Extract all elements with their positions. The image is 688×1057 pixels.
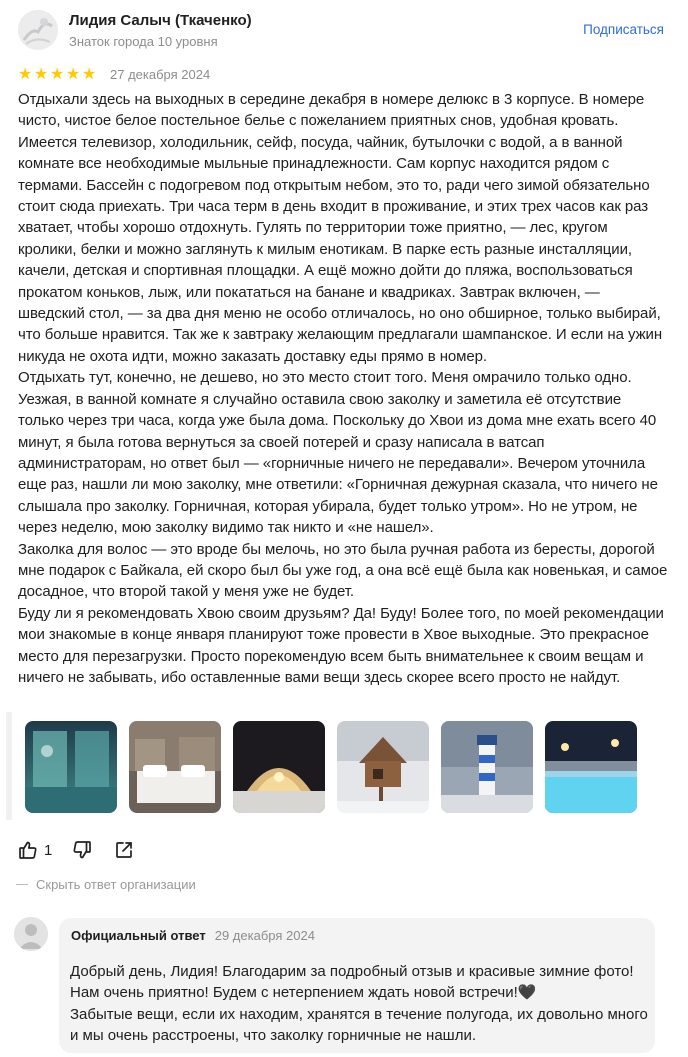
lighthouse-photo[interactable] xyxy=(441,721,533,813)
review-date: 27 декабря 2024 xyxy=(110,66,211,82)
author-level: Знаток города 10 уровня xyxy=(69,34,218,49)
like-count: 1 xyxy=(44,841,53,859)
photo-gallery xyxy=(25,721,637,813)
photo-strip-edge xyxy=(6,712,12,820)
author-name[interactable]: Лидия Салыч (Ткаченко) xyxy=(69,12,252,29)
star-icon: ★ xyxy=(50,65,65,83)
hide-org-answer-label: Скрыть ответ организации xyxy=(36,877,196,892)
share-icon xyxy=(114,840,134,860)
share-button[interactable] xyxy=(114,840,134,860)
wooden-house-photo[interactable] xyxy=(337,721,429,813)
pool-window-photo[interactable] xyxy=(25,721,117,813)
review-header xyxy=(18,10,678,54)
hotel-bedroom-photo[interactable] xyxy=(129,721,221,813)
star-icon: ★ xyxy=(82,65,97,83)
org-response-card xyxy=(59,918,655,1053)
star-icon: ★ xyxy=(66,65,81,83)
subscribe-button[interactable]: Подписаться xyxy=(583,22,664,37)
org-response-header xyxy=(71,928,315,943)
hide-org-answer-toggle[interactable] xyxy=(16,877,196,892)
thumbs-up-icon xyxy=(18,840,38,860)
star-rating xyxy=(18,67,97,82)
star-icon: ★ xyxy=(18,65,33,83)
review-actions xyxy=(18,839,134,861)
rating-row xyxy=(18,66,210,82)
like-button[interactable] xyxy=(18,840,52,860)
dash-icon xyxy=(16,884,28,885)
heated-pool-photo[interactable] xyxy=(545,721,637,813)
author-avatar[interactable] xyxy=(18,10,58,50)
review-text: Отдыхали здесь на выходных в середине декабря в номере делюкс в 3 корпусе. В номере чисто, чистое белое постельное белье с пожеланием приятных снов, удобная кровать. Имеется телевизор, холодильник, сейф, посуда, чайник, бутылочки с водой, а в ванной комнате все необходимые мыльные принадлежности. Сам корпус находится рядом с термами. Бассейн с подогревом под открытым небом, это то, ради чего зимой обязательно стоит сюда приехать. Три часа терм в день входит в проживание, и этих трех часов как раз хватает, чтобы хорошо отдохнуть. Гулять по территории тоже приятно, — лес, кругом кролики, белки и можно заглянуть к милым енотикам. В парке есть разные инсталляции, качели, детская и спортивная площадки. А ещё можно дойти до пляжа, воспользоваться прокатом коньков, лыж, или покататься на банане и квадриках. Завтрак включен, — шведский стол, — за два дня меню не особо отличалось, но оно обширное, только выбирай, что больше нравится. Так же к завтраку желающим предлагали шампанское. И если на ужин никуда не охота идти, можно заказать доставку еды прямо в номер. Отдыхать тут, конечно, не дешево, но это место стоит того. Меня омрачило только одно. Уезжая, в ванной комнате я случайно оставила свою заколку и заметила её отсутствие только через три часа, когда уже была дома. Поскольку до Хвои из дома мне ехать всего 40 минут, я была готова вернуться за своей потерей и сразу написала в ватсап администраторам, но ответ был — «горничные ничего не передавали». Вечером уточнила еще раз, нашли ли мою заколку, мне ответили: «Горничная дежурная сказала, что ничего не слышала про заколку. Горничная, которая убирала, будет только утром». Но не утром, не через неделю, мою заколку видимо так никто и «не нашел». Заколка для волос — это вроде бы мелочь, но это была ручная работа из бересты, дорогой мне подарок с Байкала, ей скоро был бы уже год, а она всё ещё была как новенькая, и самое досадное, что второй такой у меня уже не будет. Буду ли я рекомендовать Хвою своим друзьям? Да! Буду! Более того, по моей рекомендации мои знакомые в конце января планируют тоже провести в Хвое выходные. Это прекрасное место для перезагрузки. Просто порекомендую всем быть внимательнее к своим вещам и ничего не забывать, ибо оставленные вами вещи здесь скорее всего просто не найдут. xyxy=(18,91,668,686)
dome-tent-photo[interactable] xyxy=(233,721,325,813)
org-response-label: Официальный ответ xyxy=(71,928,206,943)
org-response-text: Добрый день, Лидия! Благодарим за подробный отзыв и красивые зимние фото! Нам очень приятно! Будем с нетерпением ждать новой встречи!🖤 Забытые вещи, если их находим, хранятся в течение полугода, их довольно много и мы очень расстроены, что заколку горничные не нашли. xyxy=(70,963,648,1045)
org-response-date: 29 декабря 2024 xyxy=(214,928,315,943)
thumbs-down-icon xyxy=(72,840,92,860)
star-icon: ★ xyxy=(34,65,49,83)
dislike-button[interactable] xyxy=(72,840,92,860)
org-avatar xyxy=(14,917,48,951)
